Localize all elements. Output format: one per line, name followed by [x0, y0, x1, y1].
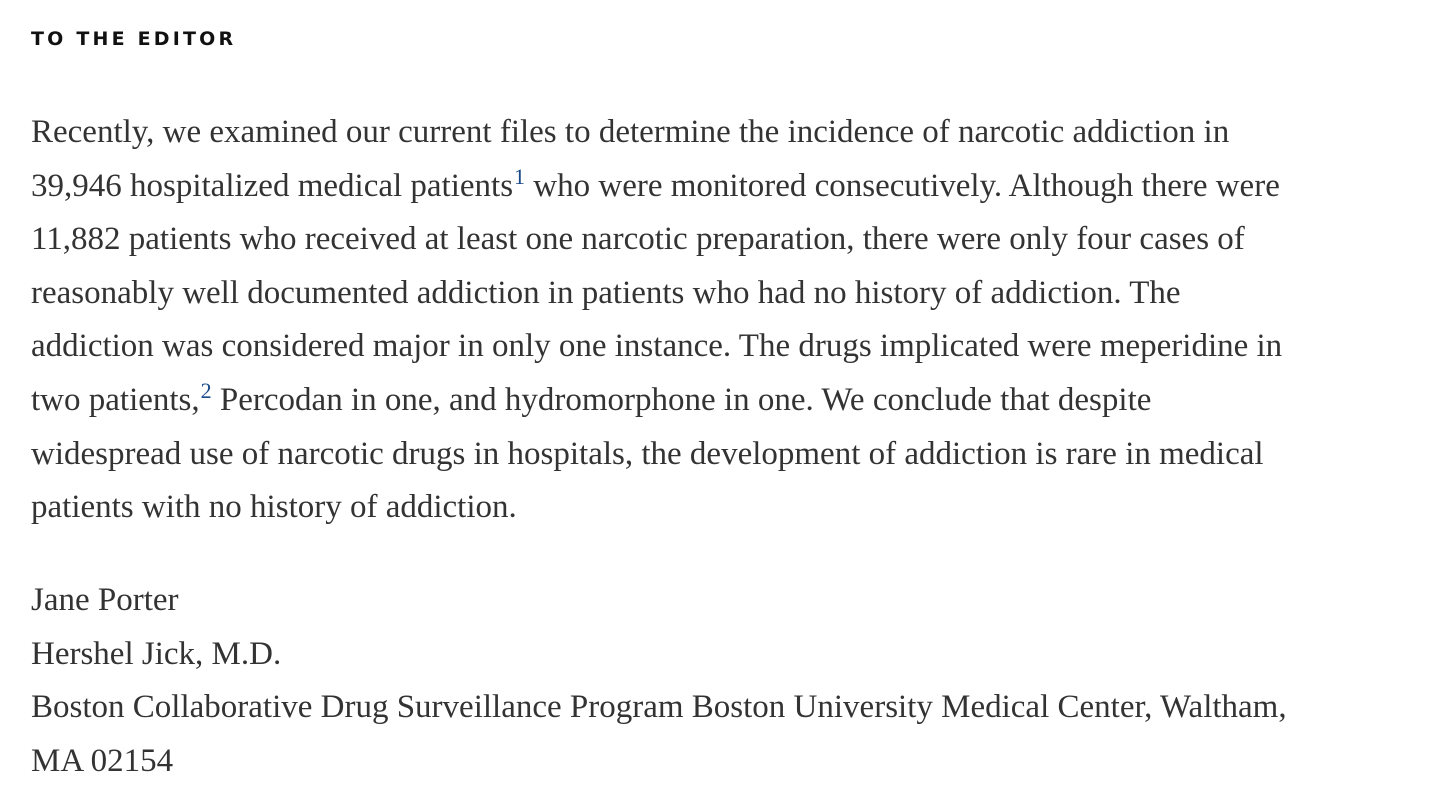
letter-text: 39,946 hospitalized medical patients — [31, 167, 514, 204]
author-name: Hershel Jick, M.D. — [31, 635, 282, 672]
letter-line: 11,882 patients who received at least one narcotic preparation, there were only four cases of — [31, 221, 1245, 258]
reference-link-1[interactable]: 1 — [514, 163, 526, 189]
author-name: Jane Porter — [31, 582, 179, 618]
letter-line: Recently, we examined our current files to determine the incidence of narcotic addiction in — [31, 114, 1230, 150]
affiliation: Boston Collaborative Drug Surveillance Program Boston University Medical Center, Waltham, — [31, 689, 1287, 725]
affiliation-address: MA 02154 — [31, 742, 174, 779]
letter-line — [31, 160, 1431, 214]
letter-line: reasonably well documented addiction in patients who had no history of addiction. The — [31, 274, 1181, 311]
section-label: TO THE EDITOR — [31, 28, 237, 50]
letter-body — [31, 106, 1431, 535]
letter-text: Percodan in one, and hydromorphone in one. We conclude that despite — [211, 381, 1152, 418]
signature-block — [31, 574, 1431, 788]
letter-text: who were monitored consecutively. Although there were — [525, 167, 1280, 204]
letter-line — [31, 374, 1431, 428]
letter-line: patients with no history of addiction. — [31, 489, 517, 526]
letter-line: addiction was considered major in only one instance. The drugs implicated were meperidine in — [31, 328, 1283, 365]
letter-text: two patients, — [31, 381, 200, 418]
letter-line: widespread use of narcotic drugs in hospitals, the development of addiction is rare in medical — [31, 435, 1264, 472]
reference-link-2[interactable]: 2 — [200, 377, 212, 403]
